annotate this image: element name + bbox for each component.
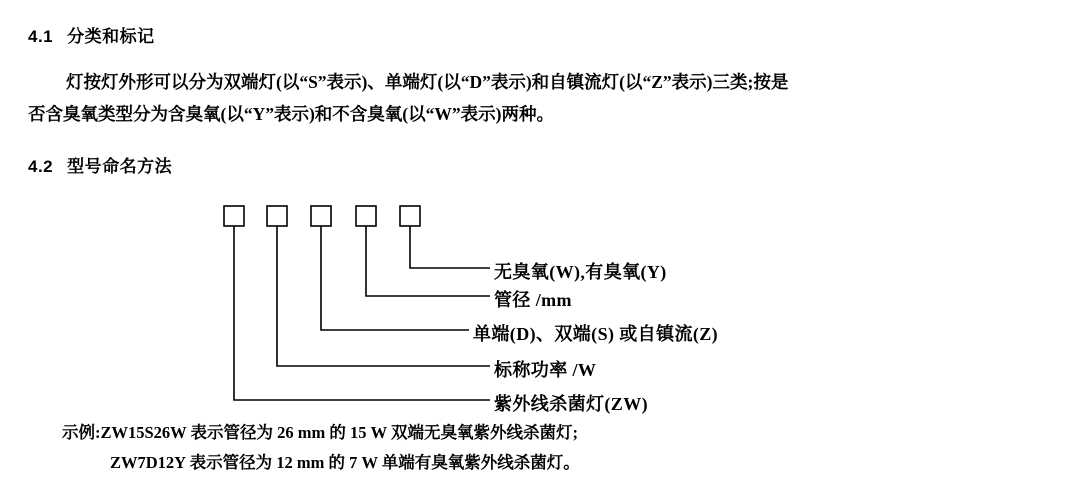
diagram-label-rated-power: 标称功率 /W	[494, 360, 597, 380]
section-title-4-1: 分类和标记	[67, 27, 155, 46]
diagram-box-3	[311, 206, 331, 226]
paragraph-line-1: 灯按灯外形可以分为双端灯(以“S”表示)、单端灯(以“D”表示)和自镇流灯(以“Z”表示)三类;按是	[66, 72, 789, 92]
diagram-box-4	[356, 206, 376, 226]
leader-line-2	[366, 226, 490, 296]
section-heading-4-1	[28, 22, 155, 47]
diagram-box-2	[267, 206, 287, 226]
diagram-label-lamp-type: 单端(D)、双端(S) 或自镇流(Z)	[473, 324, 719, 344]
section-title-4-2: 型号命名方法	[67, 157, 173, 176]
leader-line-3	[321, 226, 469, 330]
diagram-label-tube-diameter: 管径 /mm	[494, 290, 572, 310]
body-paragraph	[28, 66, 1028, 130]
leader-line-5	[234, 226, 490, 400]
paragraph-line-2: 否含臭氧类型分为含臭氧(以“Y”表示)和不含臭氧(以“W”表示)两种。	[28, 104, 554, 124]
example-line-2: ZW7D12Y 表示管径为 12 mm 的 7 W 单端有臭氧紫外线杀菌灯。	[110, 453, 580, 472]
section-heading-4-2	[28, 152, 172, 177]
section-number-4-2: 4.2	[28, 157, 54, 176]
diagram-label-uv-lamp: 紫外线杀菌灯(ZW)	[494, 394, 648, 414]
model-designation-diagram	[0, 190, 1068, 420]
diagram-box-5	[400, 206, 420, 226]
diagram-label-ozone: 无臭氧(W),有臭氧(Y)	[494, 262, 667, 282]
diagram-box-1	[224, 206, 244, 226]
leader-line-1	[410, 226, 490, 268]
example-line-1: 示例:ZW15S26W 表示管径为 26 mm 的 15 W 双端无臭氧紫外线杀菌灯;	[62, 423, 578, 442]
section-number-4-1: 4.1	[28, 27, 54, 46]
examples-block	[62, 418, 1042, 478]
